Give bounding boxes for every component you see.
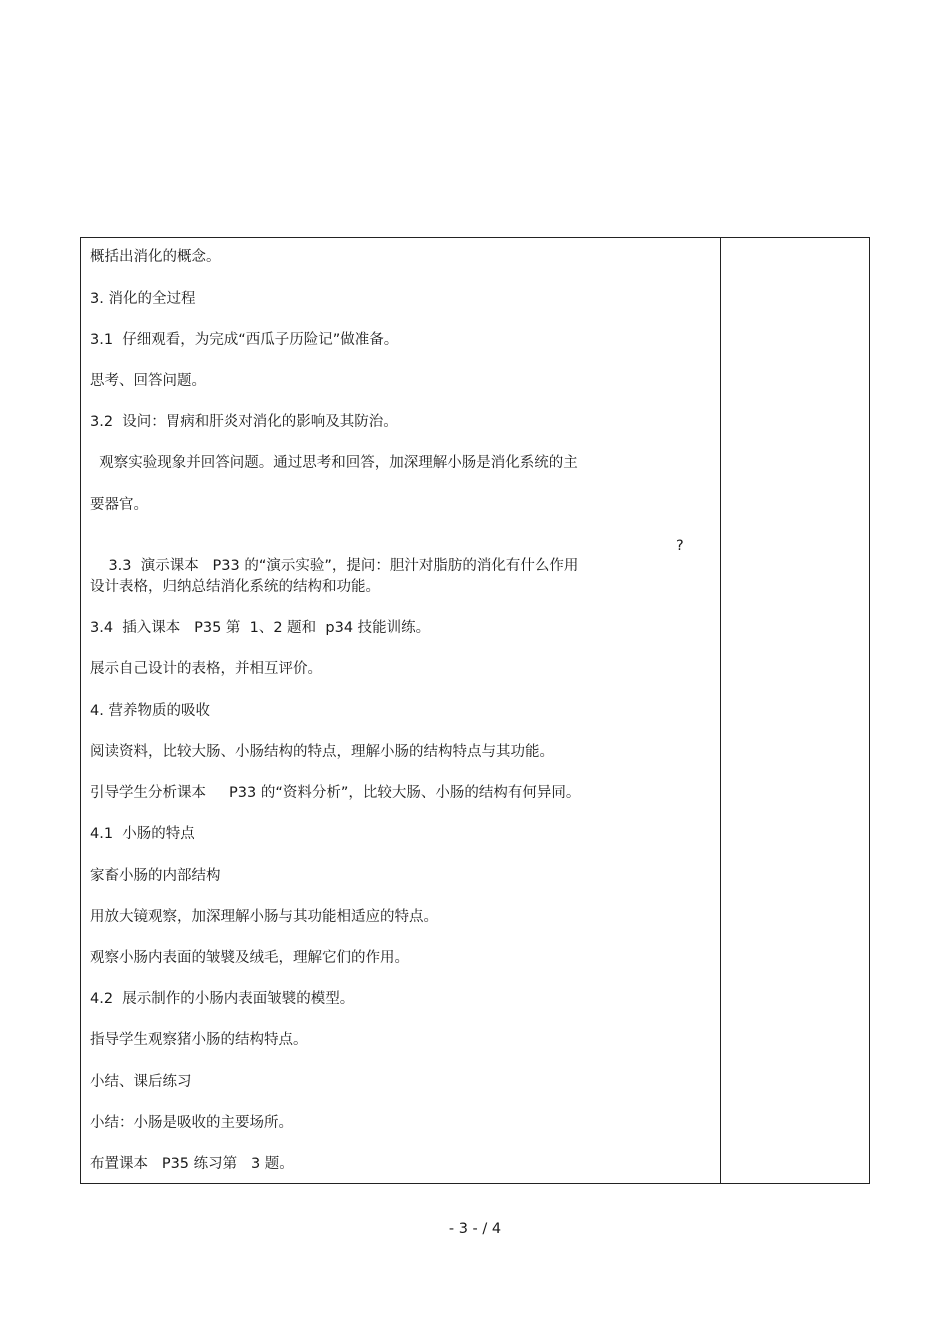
content-line: 4.1 小肠的特点 bbox=[90, 826, 195, 842]
content-line: 设计表格，归纳总结消化系统的结构和功能。 bbox=[90, 579, 380, 595]
column-divider bbox=[720, 238, 721, 1183]
content-line: 3.1 仔细观看，为完成“西瓜子历险记”做准备。 bbox=[90, 332, 399, 348]
question-mark: ? bbox=[676, 538, 684, 554]
content-line: 要器官。 bbox=[90, 497, 148, 513]
content-line: 引导学生分析课本 P33 的“资料分析”，比较大肠、小肠的结构有何异同。 bbox=[90, 785, 581, 801]
content-line: 3. 消化的全过程 bbox=[90, 291, 196, 307]
content-line: 概括出消化的概念。 bbox=[90, 249, 221, 265]
content-line: 观察实验现象并回答问题。通过思考和回答，加深理解小肠是消化系统的主 bbox=[90, 455, 578, 471]
content-line: 3.2 设问：胃病和肝炎对消化的影响及其防治。 bbox=[90, 414, 398, 430]
content-line: 3.4 插入课本 P35 第 1、2 题和 p34 技能训练。 bbox=[90, 620, 431, 636]
lesson-table bbox=[80, 237, 870, 1184]
content-line: 指导学生观察猪小肠的结构特点。 bbox=[90, 1032, 308, 1048]
content-line: 展示自己设计的表格，并相互评价。 bbox=[90, 661, 322, 677]
content-line: 布置课本 P35 练习第 3 题。 bbox=[90, 1156, 294, 1172]
content-line bbox=[90, 536, 684, 616]
content-line: 用放大镜观察，加深理解小肠与其功能相适应的特点。 bbox=[90, 909, 438, 925]
content-line: 小结、课后练习 bbox=[90, 1074, 192, 1090]
content-line: 观察小肠内表面的皱襞及绒毛，理解它们的作用。 bbox=[90, 950, 409, 966]
content-text: 3.3 演示课本 P33 的“演示实验”，提问：胆汁对脂肪的消化有什么作用 bbox=[108, 558, 579, 574]
content-line: 4. 营养物质的吸收 bbox=[90, 703, 210, 719]
page-number: - 3 - / 4 bbox=[448, 1221, 502, 1237]
content-line: 小结：小肠是吸收的主要场所。 bbox=[90, 1115, 293, 1131]
content-line: 家畜小肠的内部结构 bbox=[90, 868, 221, 884]
content-line: 阅读资料，比较大肠、小肠结构的特点，理解小肠的结构特点与其功能。 bbox=[90, 744, 554, 760]
content-line: 4.2 展示制作的小肠内表面皱襞的模型。 bbox=[90, 991, 355, 1007]
content-line: 思考、回答问题。 bbox=[90, 373, 206, 389]
